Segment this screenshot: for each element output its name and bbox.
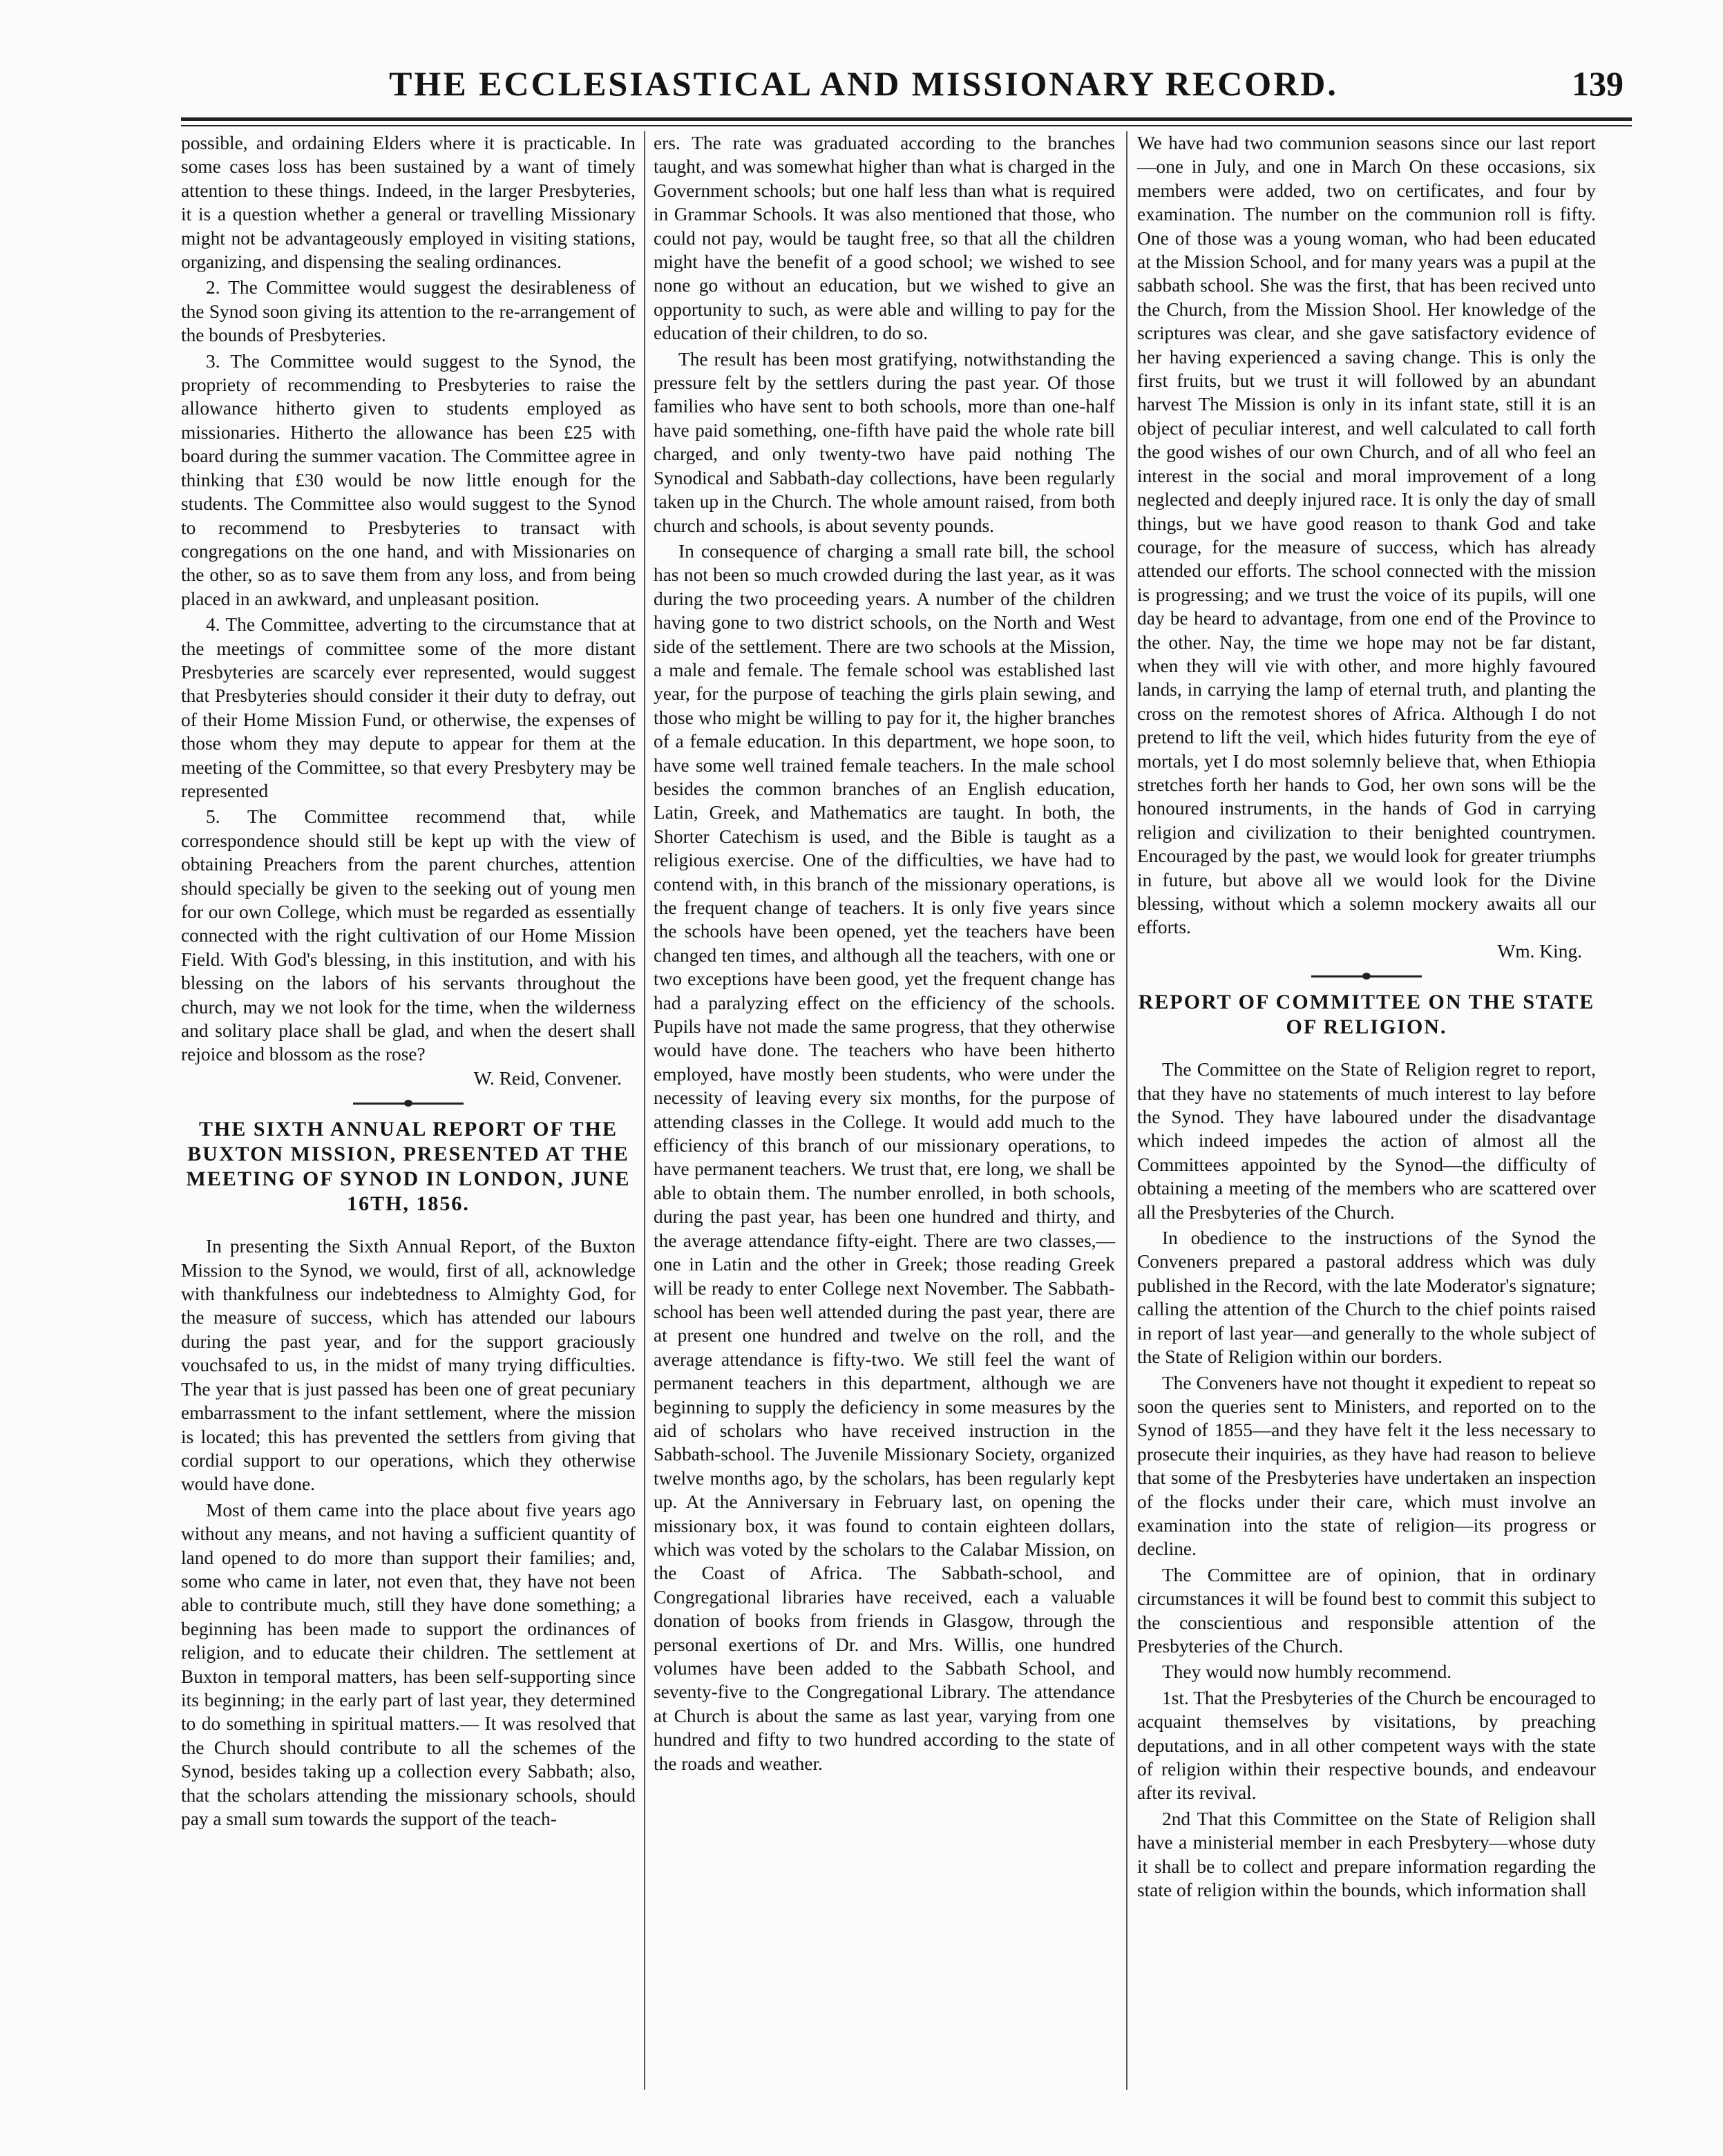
paragraph: In consequence of charging a small rate bill, the school has not been so much crowded during the last year, as it was during the two proceeding years. A number of the children having gone to two district schools, on the North and West side of the settlement. There are two schools at the Mission, a male and female. The female school was established last year, for the purpose of teaching the girls plain sewing, and those who might be willing to pay for it, the higher branches of a female education. In this department, we hope soon, to have some well trained female teachers. In the male school besides the common branches of an English education, Latin, Greek, and Mathematics are taught. In both, the Shorter Catechism is used, and the Bible is taught as a religious exercise. One of the difficulties, we have had to contend with, in this branch of the missionary operations, is the frequent change of teachers. It is only five years since the schools have been opened, yet the teachers have been changed ten times, and although all the teachers, with one or two exceptions have been good, yet the frequent change has had a paralyzing effect on the efficiency of the schools. Pupils have not made the same progress, that they otherwise would have done. The teachers who have been hitherto employed, have mostly been students, who were under the necessity of leaving every six months, for the purpose of attending classes in the College. It would add much to the efficiency of this branch of our missionary operations, to have permanent teachers. We trust that, ere long, we shall be able to obtain them. The number enrolled, in both schools, during the past year, has been one hundred and thirty, and the average attendance fifty-eight. There are two classes,—one in Latin and the other in Greek; those reading Greek will be ready to enter College next November. The Sabbath-school has been well attended during the past year, there are at present one hundred and twelve on the roll, and the average attendance is fifty-two. We still feel the want of permanent teachers in this department, although we are beginning to supply the deficiency in some measures by the aid of scholars who have received instruction in the Sabbath-school. The Juvenile Missionary Society, organized twelve months ago, by the scholars, has been regularly kept up. At the Anniversary in February last, on opening the missionary box, it was found to contain eighteen dollars, which was voted by the scholars to the Calabar Mission, on the Coast of Africa. The Sabbath-school, and Congregational libraries have received, each a valuable donation of books from friends in Glasgow, through the personal exertions of Dr. and Mrs. Willis, one hundred volumes have been added to the Sabbath School, and seventy-five to the Congregational Library. The attendance at Church is about the same as last year, varying from one hundred and fifty to two hundred according to the state of the roads and weather. [654,540,1115,1774]
paragraph: Most of them came into the place about five years ago without any means, and not having a sufficient quantity of land opened to do more than support their families; and, some who came in later, not even that, they have not been able to contribute much, still they have done something; a beginning has been made to support the ordinances of religion, and to educate their children. The settlement at Buxton in temporal matters, has been self-supporting since its beginning; in the early part of last year, they determined to do something in spiritual matters.— It was resolved that the Church should contribute to all the schemes of the Synod, besides taking up a collection every Sabbath; also, that the scholars attending the missionary schools, should pay a small sum towards the support of the teach- [181,1499,636,1829]
section-separator [1311,975,1422,977]
paragraph: possible, and ordaining Elders where it is practicable. In some cases loss has been sustained by a want of timely attention to these things. Indeed, in the larger Presbyteries, it is a question whether a general or travelling Missionary might not be advantageously employed in visiting stations, organizing, and dispensing the sealing ordinances. [181,133,636,273]
column-1 [181,131,636,1831]
publication-title: THE ECCLESIASTICAL AND MISSIONARY RECORD. [389,64,1338,103]
header-rule-thick [181,117,1632,121]
paragraph: 4. The Committee, adverting to the circumstance that at the meetings of committee some of the more distant Presbyteries are scarcely ever represented, would suggest that Presbyteries should consider it their duty to defray, out of their Home Mission Fund, or otherwise, the expenses of those whom they may depute to appear for them at the meeting of the Committee, so that every Presbytery may be represented [181,614,636,801]
page-header [200,64,1624,112]
article-title: REPORT OF COMMITTEE ON THE STATE OF RELIGION. [1138,991,1595,1039]
paragraph: 1st. That the Presbyteries of the Church be encouraged to acquaint themselves by visitations, by preaching deputations, and in all other competent ways with the state of religion within their respective bounds, and endeavour after its revival. [1137,1687,1596,1804]
header-rule-thin [181,125,1632,126]
paragraph: In obedience to the instructions of the Synod the Conveners prepared a pastoral address which was duly published in the Record, with the late Moderator's signature; calling the attention of the Church to the chief points raised in report of last year—and generally to the whole subject of the State of Religion within our borders. [1137,1228,1596,1368]
column-3 [1137,131,1596,1902]
paragraph: The result has been most gratifying, notwithstanding the pressure felt by the settlers during the past year. Of those families who have sent to both schools, more than one-half have paid something, one-fifth have paid the whole rate bill charged, and only twenty-two have paid nothing The Synodical and Sabbath-day collections, have been regularly taken up in the Church. The whole amount raised, from both church and schools, is about seventy pounds. [654,348,1115,536]
column-2 [654,131,1115,1775]
signature: Wm. King. [1497,940,1582,962]
paragraph: In presenting the Sixth Annual Report, of the Buxton Mission to the Synod, we would, first of all, acknowledge with thankfulness our indebtedness to Almighty God, for the measure of success, which has attended our labours during the past year, and for the support graciously vouchsafed to us, in the midst of many trying difficulties. The year that is just passed has been one of great pecuniary embarrassment to the infant settlement, where the mission is located; this has prevented the settlers from giving that cordial support to our operations, which they otherwise would have done. [181,1236,636,1495]
paragraph: The Conveners have not thought it expedient to repeat so soon the queries sent to Ministers, and reported on to the Synod of 1855—and they have felt it the less necessary to prosecute their inquiries, as they have had reason to believe that some of the Presbyteries have undertaken an inspection of the flocks under their care, which must involve an examination into the state of religion—its progress or decline. [1137,1372,1596,1560]
page-number: 139 [1572,64,1624,103]
paragraph: 3. The Committee would suggest to the Synod, the propriety of recommending to Presbyteries to raise the allowance hitherto given to students employed as missionaries. Hitherto the allowance has been £25 with board during the summer vacation. The Committee agree in thinking that £30 would be now little enough for the students. The Committee also would suggest to the Synod to recommend to Presbyteries to transact with congregations on the one hand, and with Missionaries on the other, so as to save them from any loss, and from being placed in an awkward, and unpleasant position. [181,350,636,609]
paragraph: The Committee are of opinion, that in ordinary circumstances it will be found best to commit this subject to the conscientious and responsible attention of the Presbyteries of the Church. [1137,1564,1596,1657]
paragraph: The Committee on the State of Religion regret to report, that they have no statements of much interest to lay before the Synod. They have laboured under the disadvantage which indeed impedes the action of almost all the Committees appointed by the Synod—the difficulty of obtaining a meeting of the members who are scattered over all the Presbyteries of the Church. [1137,1059,1596,1223]
article-title: THE SIXTH ANNUAL REPORT OF THE BUXTON MISSION, PRESENTED AT THE MEETING OF SYNOD IN LONDON, JUNE 16TH, 1856. [186,1118,631,1216]
column-divider [1126,131,1127,2090]
paragraph: They would now humbly recommend. [1162,1661,1452,1683]
paragraph: 2nd That this Committee on the State of Religion shall have a ministerial member in each Presbytery—whose duty it shall be to collect and prepare information regarding the state of religion within the bounds, which information shall [1137,1808,1596,1901]
paragraph: We have had two communion seasons since our last report—one in July, and one in March On these occasions, six members were added, two on certificates, and four by examination. The number on the communion roll is fifty. One of those was a young woman, who had been educated at the Mission School, and for many years was a pupil at the sabbath school. She was the first, that has been recived unto the Church, from the Mission Shool. Her knowledge of the scriptures was clear, and she gave satisfactory evidence of her having experienced a saving change. This is only the first fruits, but we trust it will followed by an abundant harvest The Mission is only in its infant state, still it is an object of peculiar interest, and well calculated to call forth the good wishes of our own Church, and of all who feel an interest in the social and moral improvement of a long neglected and deeply injured race. It is only the day of small things, but we have good reason to thank God and take courage, for the measure of success, which has already attended our efforts. The school connected with the mission is progressing; and we trust the voice of its pupils, will one day be heard to advantage, from one end of the Province to the other. Nay, the time we hope may not be far distant, when they will vie with other, and more highly favoured lands, in carrying the lamp of eternal truth, and planting the cross on the remotest shores of Africa. Although I do not pretend to lift the veil, which hides futurity from the eye of mortals, yet I do most solemnly believe that, when Ethiopia stretches forth her hands to God, her own sons will be the honoured instruments, in the hands of God in carrying religion and civilization to their benighted countrymen. Encouraged by the past, we would look for greater triumphs in future, but above all we would look for the Divine blessing, without which a solemn mockery awaits all our efforts. [1137,133,1596,938]
signature: W. Reid, Convener. [473,1067,622,1089]
paragraph: ers. The rate was graduated according to the branches taught, and was somewhat higher than what is charged in the Government schools; but one half less than what is required in Grammar Schools. It was also mentioned that those, who could not pay, would be taught free, so that all the children might have the benefit of a good school; we wished to see none go without an education, but we wished to give an opportunity to such, as were able and willing to pay for the education of their children, to do so. [654,133,1115,344]
section-separator [353,1103,464,1105]
paragraph: 2. The Committee would suggest the desirableness of the Synod soon giving its attention to the re-arrangement of the bounds of Presbyteries. [181,277,636,346]
column-divider [644,131,645,2090]
paragraph: 5. The Committee recommend that, while correspondence should still be kept up with the view of obtaining Preachers from the parent churches, attention should specially be given to the seeking out of young men for our own College, which must be regarded as essentially connected with the right cultivation of our Home Mission Field. With God's blessing, in this institution, and with his blessing on the labors of his servants throughout the church, may we not look for the time, when the wilderness and solitary place shall be glad, and when the desert shall rejoice and blossom as the rose? [181,806,636,1065]
